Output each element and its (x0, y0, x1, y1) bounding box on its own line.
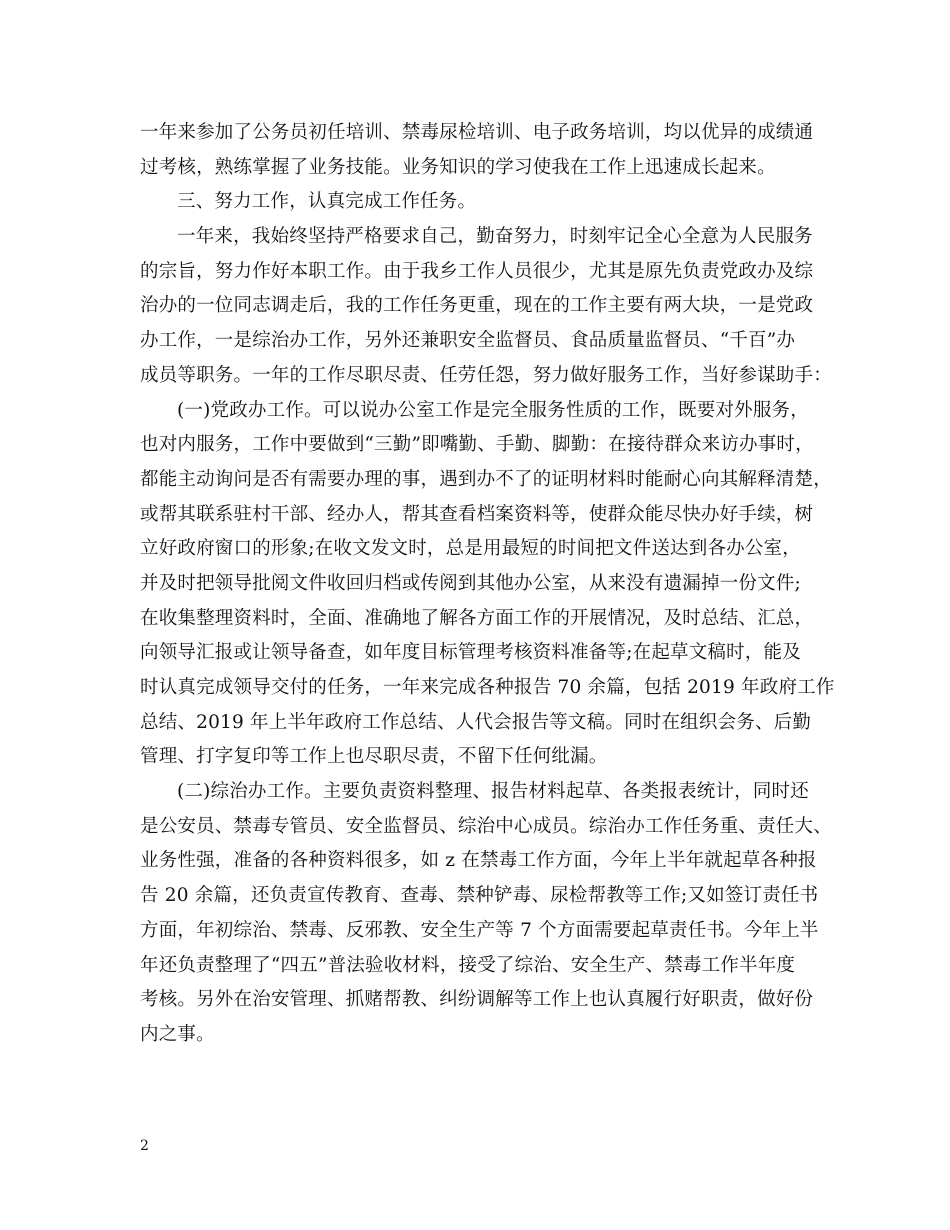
text-line: 时认真完成领导交付的任务，一年来完成各种报告 70 余篇，包括 2019 年政府工作 (140, 677, 835, 698)
text-line: 也对内服务，工作中要做到“三勤”即嘴勤、手勤、脚勤：在接待群众来访办事时， (140, 434, 814, 456)
document-body (140, 116, 840, 1053)
text-line: 一年来，我始终坚持严格要求自己，勤奋努力，时刻牢记全心全意为人民服务 (177, 226, 813, 248)
text-line: 方面，年初综治、禁毒、反邪教、安全生产等 7 个方面需要起草责任书。今年上半 (140, 919, 819, 941)
text-line: 治办的一位同志调走后，我的工作任务更重，现在的工作主要有两大块，一是党政 (140, 295, 814, 317)
text-line: 年还负责整理了“四五”普法验收材料，接受了综治、安全生产、禁毒工作半年度 (140, 954, 796, 976)
text-line: 过考核，熟练掌握了业务技能。业务知识的学习使我在工作上迅速成长起来。 (140, 156, 776, 178)
text-line: (一)党政办工作。可以说办公室工作是完全服务性质的工作，既要对外服务， (177, 399, 809, 421)
text-line: 都能主动询问是否有需要办理的事，遇到办不了的证明材料时能耐心向其解释清楚， (140, 468, 832, 490)
text-line: 并及时把领导批阅文件收回归档或传阅到其他办公室，从来没有遗漏掉一份文件; (140, 572, 801, 594)
section-heading: 三、努力工作，认真完成工作任务。 (177, 191, 477, 213)
text-line: 总结、2019 年上半年政府工作总结、人代会报告等文稿。同时在组织会务、后勤 (140, 711, 812, 733)
text-line: 立好政府窗口的形象;在收文发文时，总是用最短的时间把文件送达到各办公室， (140, 538, 801, 560)
text-line: 管理、打字复印等工作上也尽职尽责，不留下任何纰漏。 (140, 746, 608, 768)
text-line: 成员等职务。一年的工作尽职尽责、任劳任怨，努力做好服务工作，当好参谋助手： (140, 364, 832, 386)
text-line: 办工作，一是综治办工作，另外还兼职安全监督员、食品质量监督员、“千百”办 (140, 330, 796, 352)
text-line: 业务性强，准备的各种资料很多，如 z 在禁毒工作方面，今年上半年就起草各种报 (140, 850, 817, 872)
text-line: 向领导汇报或让领导备查，如年度目标管理考核资料准备等;在起草文稿时，能及 (140, 642, 801, 664)
page-number: 2 (140, 1138, 149, 1154)
text-line: (二)综治办工作。主要负责资料整理、报告材料起草、各类报表统计，同时还 (177, 781, 809, 803)
text-line: 的宗旨，努力作好本职工作。由于我乡工作人员很少，尤其是原先负责党政办及综 (140, 260, 814, 282)
text-line: 是公安员、禁毒专管员、安全监督员、综治中心成员。综治办工作任务重、责任大、 (140, 815, 832, 837)
text-line: 告 20 余篇，还负责宣传教育、查毒、禁种铲毒、尿检帮教等工作;又如签订责任书 (140, 885, 819, 907)
text-line: 在收集整理资料时，全面、准确地了解各方面工作的开展情况，及时总结、汇总， (140, 607, 814, 629)
text-line: 一年来参加了公务员初任培训、禁毒尿检培训、电子政务培训，均以优异的成绩通 (140, 122, 814, 143)
text-line: 考核。另外在治安管理、抓赌帮教、纠纷调解等工作上也认真履行好职责，做好份 (140, 989, 814, 1011)
text-line: 或帮其联系驻村干部、经办人，帮其查看档案资料等，使群众能尽快办好手续，树 (140, 503, 814, 525)
text-line: 内之事。 (140, 1023, 215, 1045)
